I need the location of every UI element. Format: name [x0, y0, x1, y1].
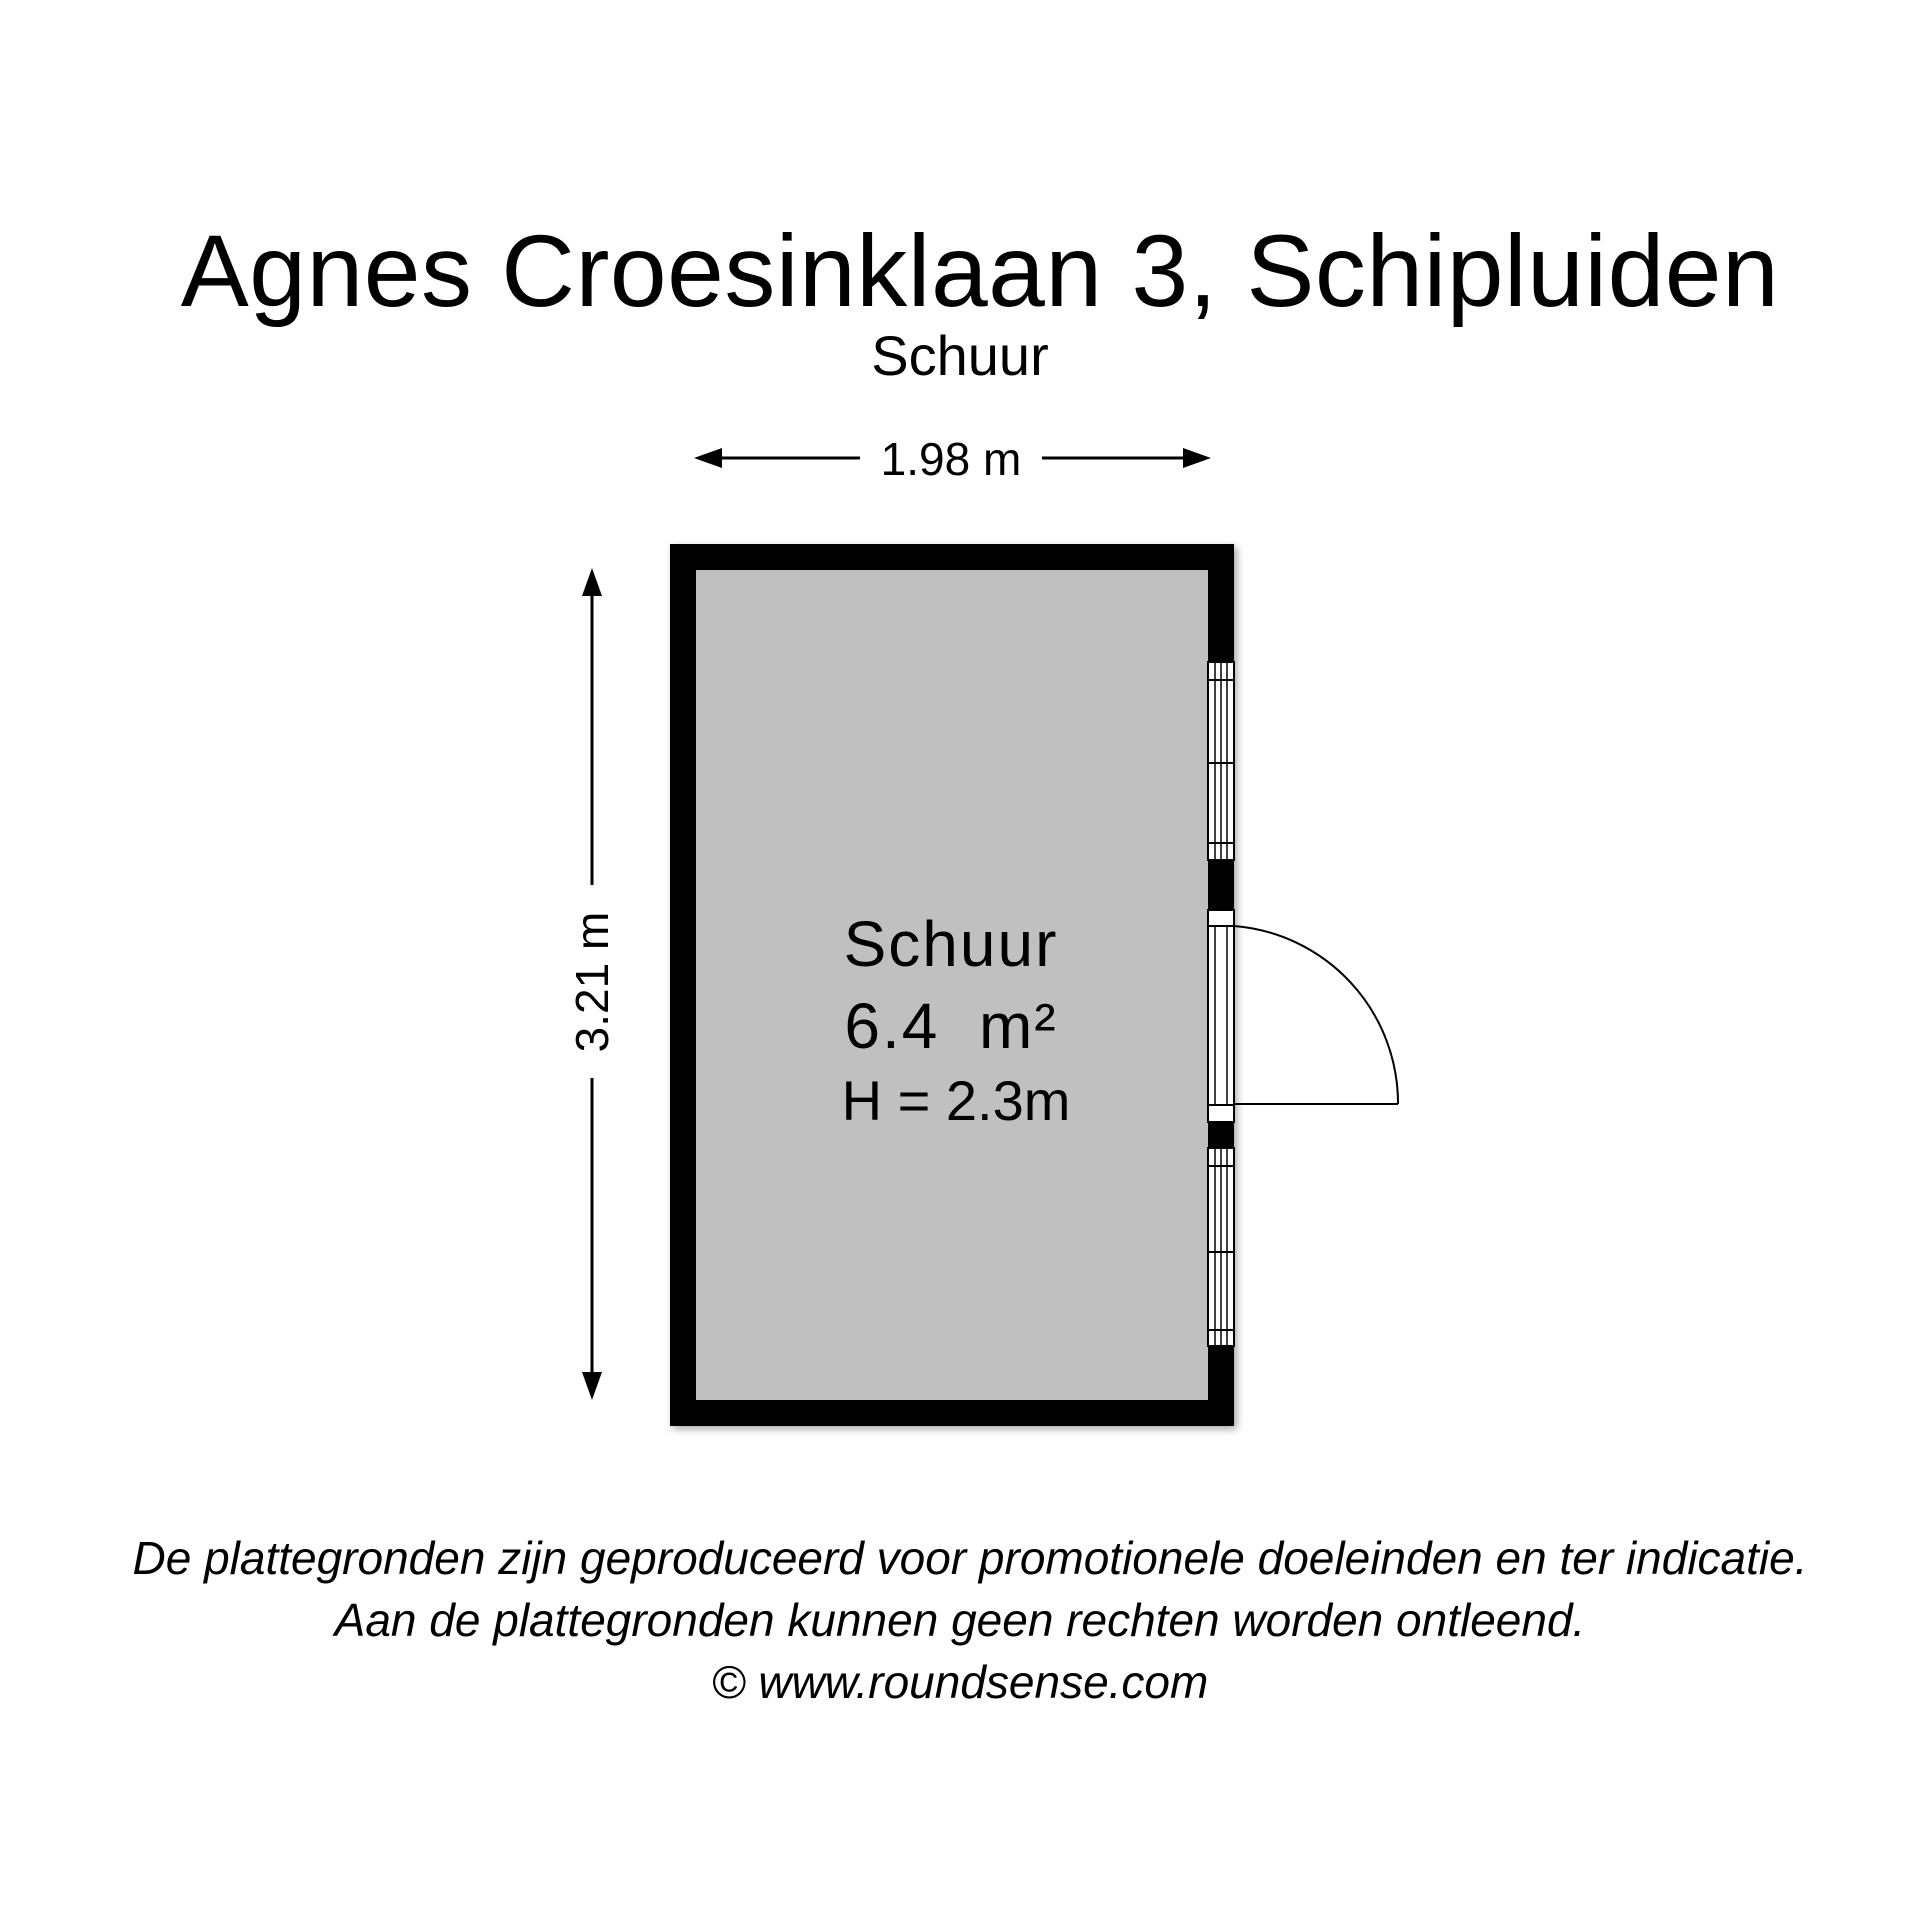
upper-window [1208, 662, 1234, 860]
disclaimer-line-1: De plattegronden zijn geproduceerd voor promotionele doeleinden en ter indicatie. [132, 1532, 1808, 1584]
copyright-line: © www.roundsense.com [711, 1656, 1209, 1708]
width-dimension-label: 1.98 m [880, 433, 1022, 485]
door-swing-arc [1234, 926, 1398, 1104]
width-dimension [694, 433, 1211, 485]
room-area-label: 6.4 m² [844, 990, 1058, 1062]
length-dimension-label: 3.21 m [566, 911, 618, 1053]
page-subtitle: Schuur [871, 324, 1049, 387]
room-name-label: Schuur [843, 908, 1059, 980]
room-height-label: H = 2.3m [841, 1069, 1071, 1132]
room-floor [696, 570, 1208, 1400]
door [1208, 910, 1398, 1122]
right-wall-openings [1208, 662, 1398, 1346]
length-dimension [566, 568, 618, 1400]
lower-window [1208, 1148, 1234, 1346]
page-title: Agnes Croesinklaan 3, Schipluiden [180, 214, 1780, 328]
disclaimer-line-2: Aan de plattegronden kunnen geen rechten worden ontleend. [334, 1594, 1586, 1646]
